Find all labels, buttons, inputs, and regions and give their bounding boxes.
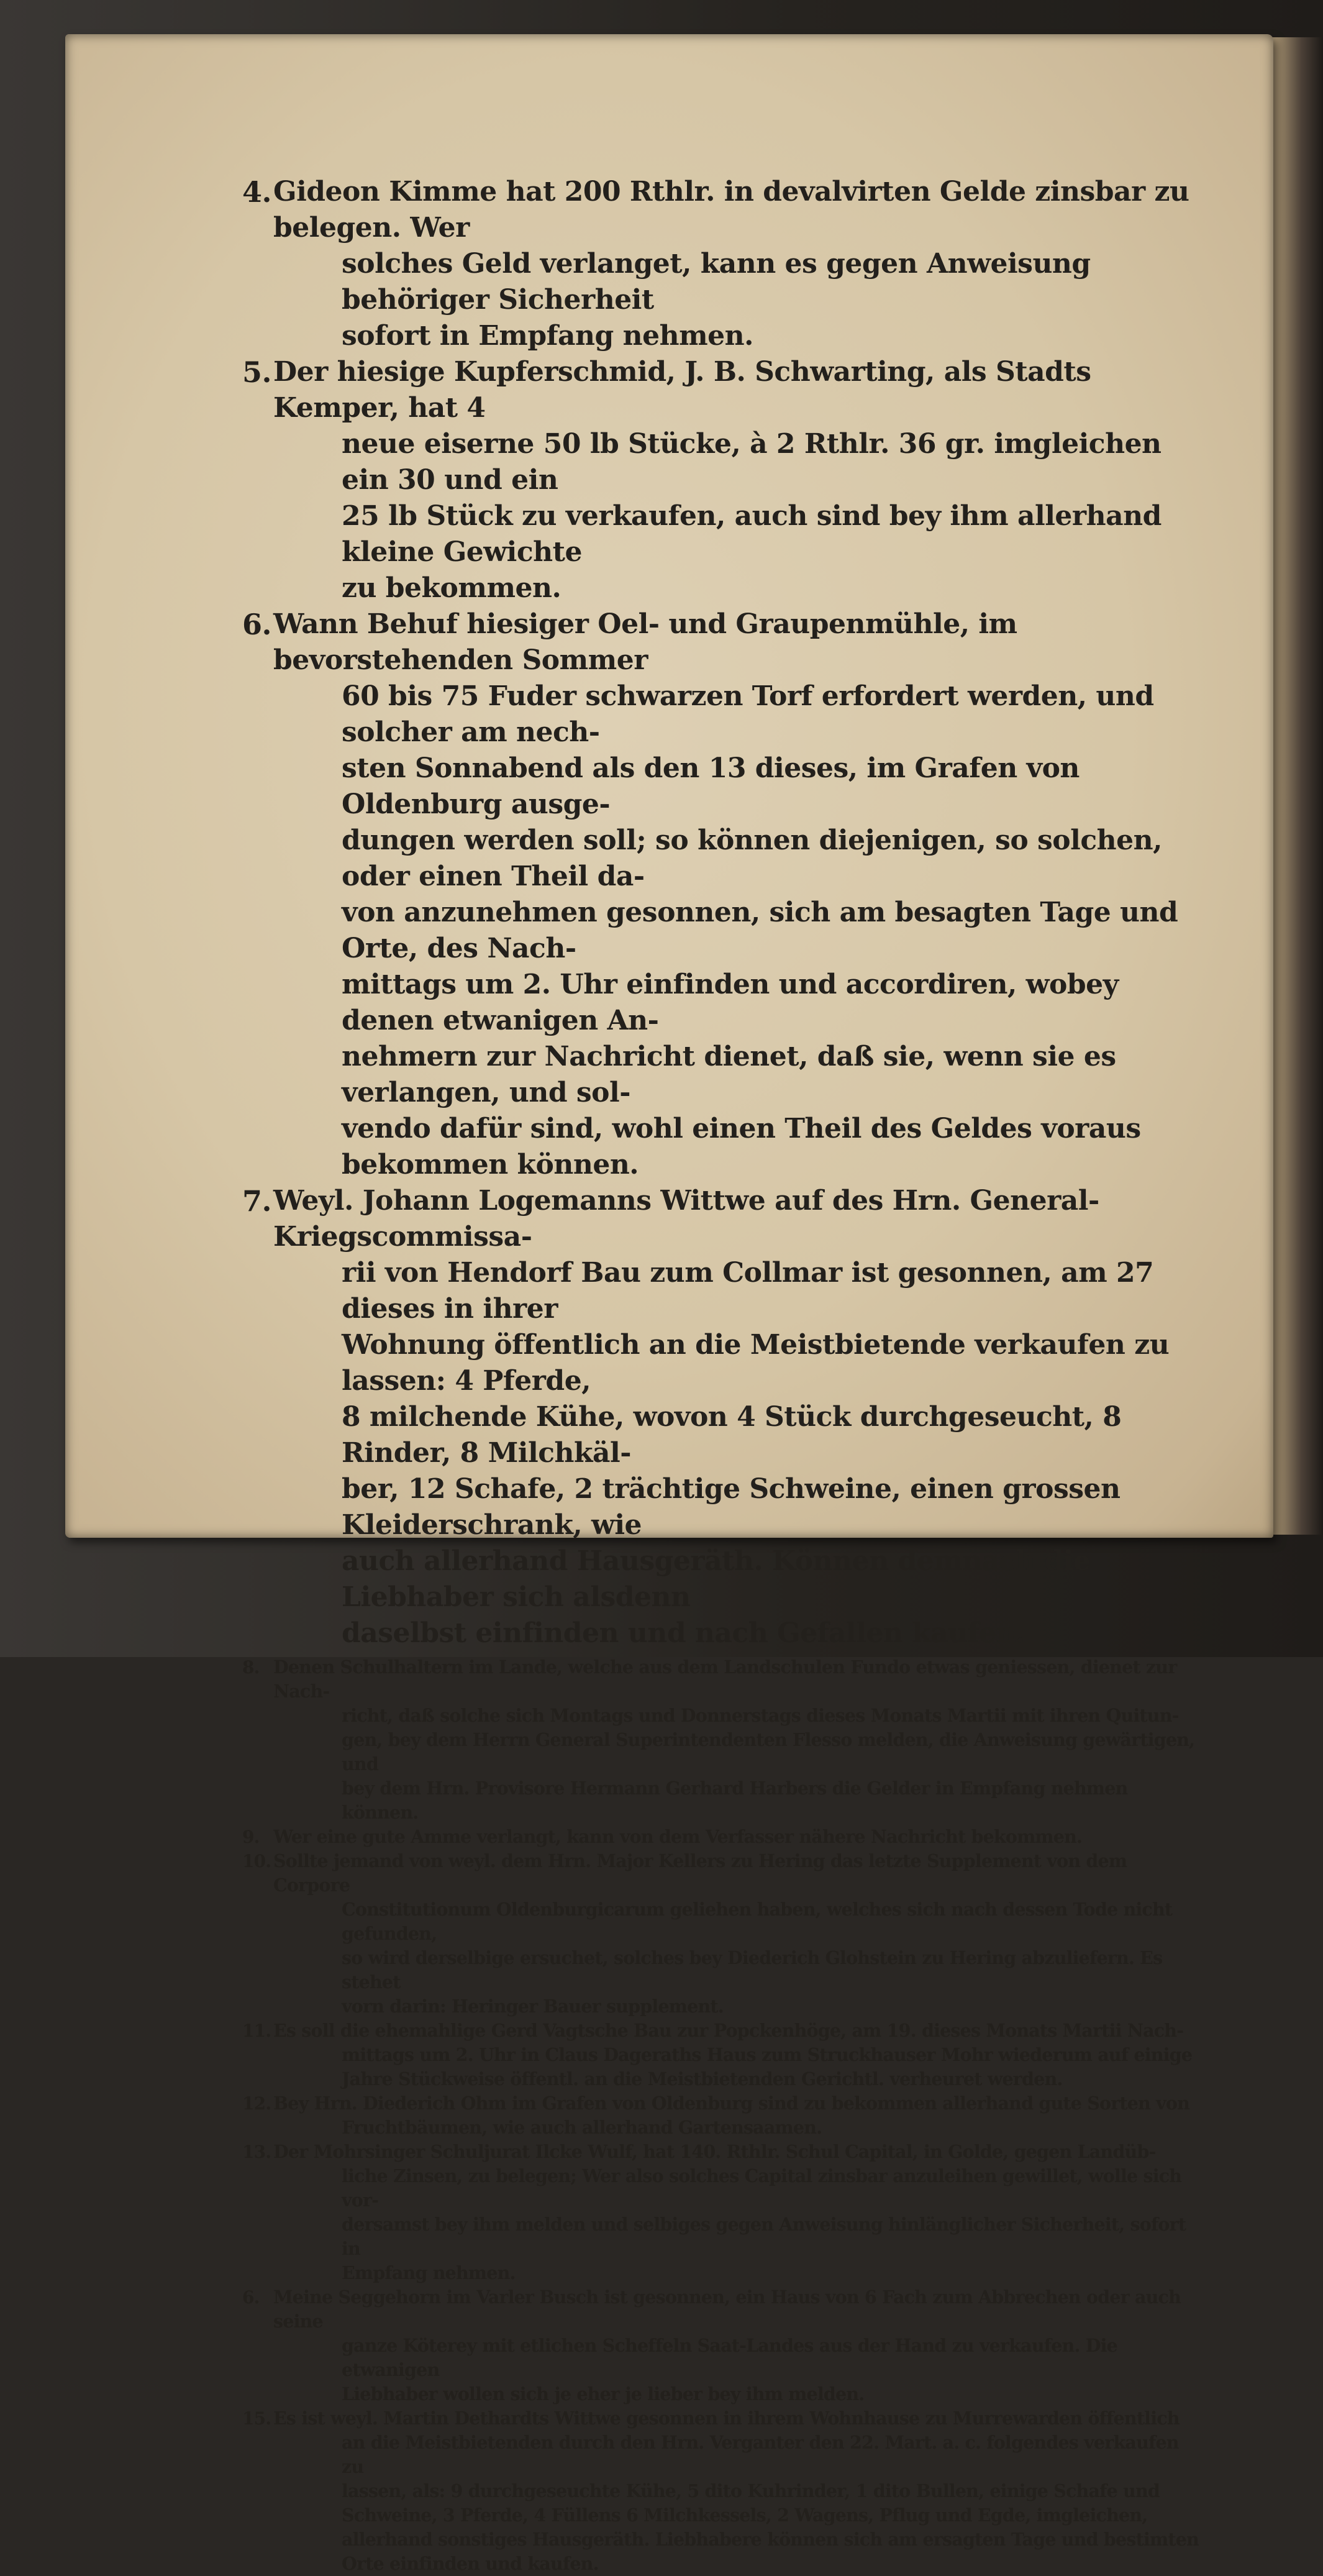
entry-line: Wann Behuf hiesiger Oel- und Graupenmühle, im bevorstehenden Sommer (273, 608, 1017, 676)
entry-line: allerhand sonstiges Hausgeräth. Liebhabere können sich am ersagten Tage und bestimten (342, 2529, 1199, 2550)
entry-number: 7. (242, 1184, 272, 1218)
entry-line: Jahre Stückweise öffentl. an die Meistbietenden Gerichtl. verheuret werden. (342, 2068, 1063, 2090)
notice-entry (242, 2091, 1199, 2140)
entry-number: 6. (242, 608, 272, 641)
entry-line: daselbst einfinden und nach Gefallen kaufen. (342, 1617, 1025, 1649)
entry-line: Orte einfinden und kaufen. (342, 2553, 599, 2574)
notice-entry (242, 1849, 1199, 2019)
entry-line: sofort in Empfang nehmen. (342, 320, 753, 352)
notice-entry (242, 1183, 1199, 1651)
notice-entry (242, 2140, 1199, 2285)
entry-line: mittags um 2. Uhr in Claus Dageraths Haus zum Struckhauser Mohr wiederum auf einige (342, 2044, 1193, 2065)
entry-line: neue eiserne 50 lb Stücke, à 2 Rthlr. 36 gr. imgleichen ein 30 und ein (342, 428, 1162, 496)
entry-line: Es ist weyl. Martin Dethardts Wittwe gesonnen in ihrem Wohnhause zu Murrewarden öffentlich (273, 2408, 1180, 2429)
entry-line: 60 bis 75 Fuder schwarzen Torf erfordert werden, und solcher am nech- (342, 680, 1154, 748)
entry-line: liche Zinsen, zu belegen; Wer also solches Capital zinsbar anzuleihen gewillet, wolle sich vor- (342, 2165, 1182, 2211)
entry-line: auch allerhand Hausgeräth. Können demnach die Liebhaber sich alsdenn (342, 1545, 1091, 1613)
entry-line: vendo dafür sind, wohl einen Theil des Geldes voraus bekommen können. (342, 1113, 1141, 1181)
entry-line: Weyl. Johann Logemanns Wittwe auf des Hrn. General-Kriegscommissa- (273, 1185, 1099, 1253)
entry-number: 12. (242, 2093, 271, 2114)
page-content (242, 174, 1199, 2576)
entry-line: richt, daß solche sich Montags und Donnerstags dieses Monats Martii mit ihren Quitun- (342, 1705, 1179, 1726)
entry-number: 8. (242, 1657, 260, 1678)
entry-line: an die Meistbietenden durch den Hrn. Verganter den 22. Mart. a. c. folgendes verkaufen zu (342, 2432, 1179, 2477)
entry-line: solches Geld verlanget, kann es gegen Anweisung behöriger Sicherheit (342, 248, 1091, 316)
entry-line: mittags um 2. Uhr einfinden und accordiren, wobey denen etwanigen An- (342, 969, 1119, 1036)
entry-line: Denen Schulhaltern im Lande, welche aus dem Landschulen Fundo etwas geniessen, dienet zur Nach- (273, 1656, 1177, 1702)
entry-line: Es soll die ehemahlige Gerd Vagtsche Bau zur Popckenhöge, am 19. dieses Monats Martii Nach- (273, 2020, 1184, 2041)
entry-line: Der hiesige Kupferschmid, J. B. Schwarting, als Stadts Kemper, hat 4 (273, 356, 1091, 424)
entry-line: dungen werden soll; so können diejenigen, so solchen, oder einen Theil da- (342, 824, 1162, 892)
entry-number: 4. (242, 175, 272, 209)
entry-line: nehmern zur Nachricht dienet, daß sie, wenn sie es verlangen, und sol- (342, 1041, 1116, 1108)
entry-line: 8 milchende Kühe, wovon 4 Stück durchgeseucht, 8 Rinder, 8 Milchkäl- (342, 1401, 1122, 1469)
notice-entry (242, 1655, 1199, 1825)
entry-line: Meine Seggehorn im Varler Busch ist gesonnen, ein Haus von 6 Fach zum Abbrechen oder auch seine (273, 2286, 1181, 2332)
entry-line: Der Mohrsinger Schuljurat Ilcke Wulf, hat 140. Rthlr. Schul Capital, in Golde, gegen Landüb- (273, 2141, 1156, 2162)
notice-entry (242, 2019, 1199, 2091)
notice-entry (242, 2406, 1199, 2576)
entry-number: 11. (242, 2021, 271, 2041)
entry-line: vorn darin: Heringer Bauer supplement. (342, 1996, 724, 2017)
entry-line: von anzunehmen gesonnen, sich am besagten Tage und Orte, des Nach- (342, 897, 1178, 964)
entry-line: Gideon Kimme hat 200 Rthlr. in devalvirten Gelde zinsbar zu belegen. Wer (273, 176, 1189, 244)
notice-entry (242, 354, 1199, 606)
entry-line: Schweine, 3 Pferde, 4 Füllens 6 Milchkessels, 2 Wagens, Pflug und Egde, imgleichen, (342, 2505, 1148, 2526)
notice-entry (242, 606, 1199, 1183)
entry-line: Wohnung öffentlich an die Meistbietende verkaufen zu lassen: 4 Pferde, (342, 1329, 1170, 1397)
entry-line: ganze Köterey mit etlichen Scheffeln Saat-Landes aus der Hand zu verkaufen. Die etwanigen (342, 2335, 1117, 2380)
entry-number: 10. (242, 1851, 271, 1871)
entry-number: 9. (242, 1827, 260, 1847)
entry-line: gen, bey dem Herrn General Superintendenten Flesso melden, die Anweisung gewärtigen, und (342, 1729, 1195, 1774)
entry-line: Empfang nehmen. (342, 2262, 516, 2283)
notice-entry (242, 2285, 1199, 2406)
notice-entry (242, 174, 1199, 354)
small-entries (242, 1655, 1199, 2576)
large-entries (242, 174, 1199, 1651)
entry-line: sten Sonnabend als den 13 dieses, im Grafen von Oldenburg ausge- (342, 752, 1080, 820)
entry-line: Liebhaber wollen sich je eher je lieber bey ihm melden. (342, 2383, 865, 2405)
entry-line: Sollte jemand von weyl. dem Hrn. Major Kellers zu Hering das letzte Supplement von dem Corpore (273, 1850, 1127, 1896)
entry-number: 5. (242, 355, 272, 389)
entry-line: bey dem Hrn. Provisore Hermann Gerhard Harbers die Gelder in Empfang nehmen können. (342, 1778, 1128, 1823)
entry-line: lassen, als: 9 durchgeseuchte Kühe, 5 dito Kuhrinder, 1 dito Bullen, einige Schafe und (342, 2480, 1160, 2501)
entry-line: Bey Hrn. Diederich Ohm im Grafen von Oldenburg sind zu bekommen allerhand gute Sorten von (273, 2093, 1190, 2114)
entry-number: 6. (242, 2287, 260, 2308)
entry-line: 25 lb Stück zu verkaufen, auch sind bey ihm allerhand kleine Gewichte (342, 500, 1162, 568)
entry-number: 15. (242, 2408, 271, 2429)
entry-line: Constitutionum Oldenburgicarum geliehen haben, welches sich nach dessen Tode nicht gefunden, (342, 1899, 1173, 1944)
entry-line: zu bekommen. (342, 572, 561, 604)
entry-line: dersamst bey ihm melden und selbiges gegen Anweisung hinlänglicher Sicherheit, sofort in (342, 2214, 1186, 2259)
entry-line: rii von Hendorf Bau zum Collmar ist gesonnen, am 27 dieses in ihrer (342, 1257, 1154, 1325)
entry-line: ber, 12 Schafe, 2 trächtige Schweine, einen grossen Kleiderschrank, wie (342, 1473, 1121, 1541)
entry-line: Fruchtbäumen, wie auch allerhand Gartensaamen. (342, 2117, 822, 2138)
entry-line: Wer eine gute Amme verlangt, kann von dem Verfasser nähere Nachricht bekommen. (273, 1826, 1083, 1847)
entry-line: so wird derselbige ersuchet, solches bey Diederich Glohstein zu Hering abzuliefern. Es stehet (342, 1947, 1163, 1993)
notice-entry (242, 1825, 1199, 1849)
entry-number: 13. (242, 2142, 271, 2162)
